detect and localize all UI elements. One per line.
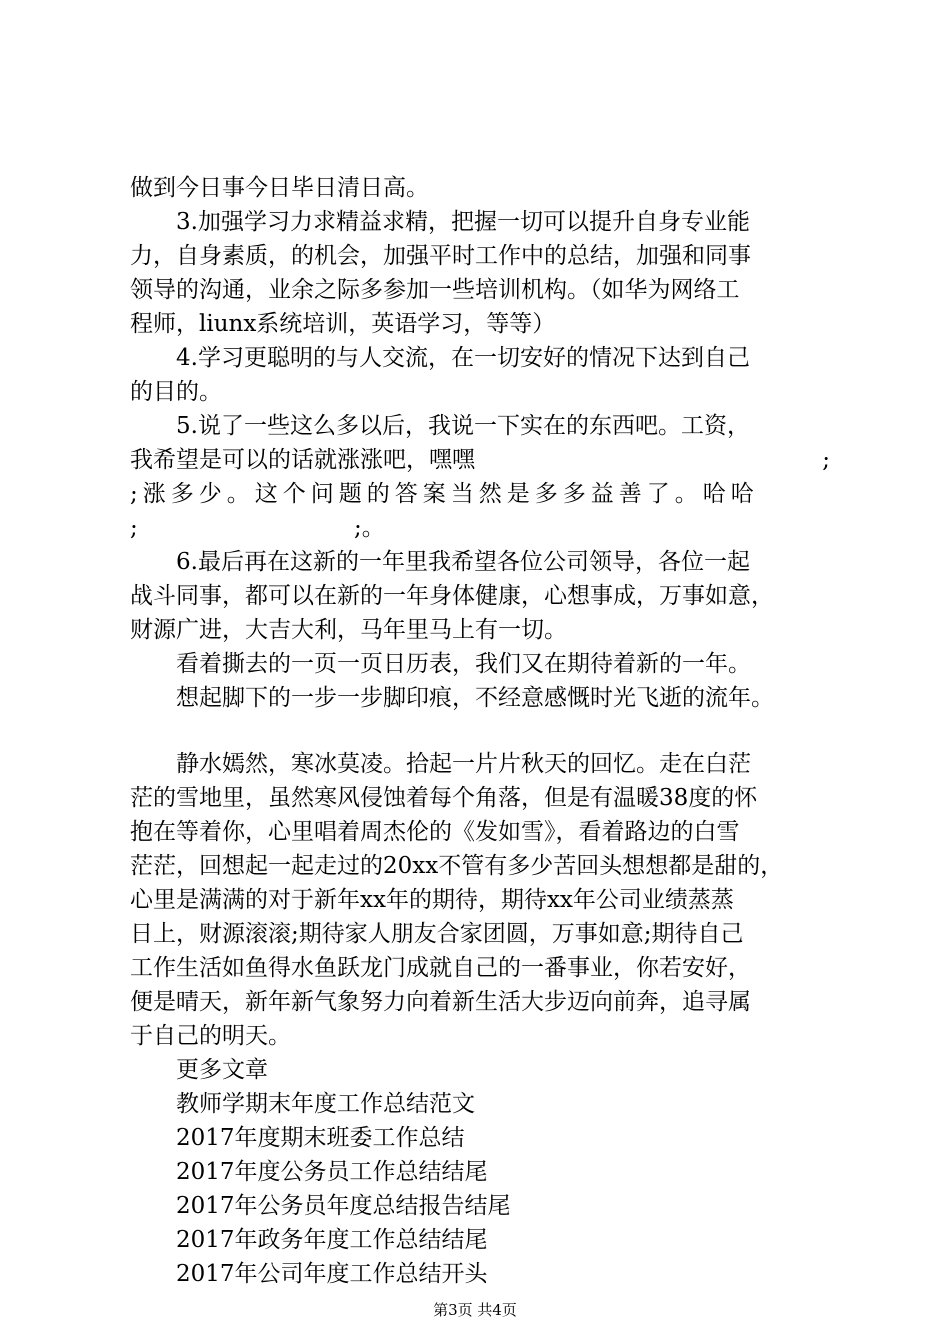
page-footer: 第3页 共4页 (433, 1301, 517, 1319)
paragraph-line: 财源广进，大吉大利，马年里马上有一切。 (130, 617, 567, 643)
paragraph-line: 战斗同事，都可以在新的一年身体健康，心想事成，万事如意， (130, 583, 774, 609)
paragraph-line: 3.加强学习力求精益求精，把握一切可以提升自身专业能 (176, 209, 750, 235)
paragraph-line: 茫的雪地里，虽然寒风侵蚀着每个角落，但是有温暖38度的怀 (130, 785, 758, 811)
paragraph-line: 日上，财源滚滚;期待家人朋友合家团圆，万事如意;期待自己 (130, 921, 744, 947)
paragraph-line: 领导的沟通，业余之际多参加一些培训机构。（如华为网络工 (130, 277, 740, 303)
paragraph-line: 便是晴天，新年新气象努力向着新生活大步迈向前奔，追寻属 (130, 989, 751, 1015)
paragraph-line: 看着撕去的一页一页日历表，我们又在期待着新的一年。 (176, 651, 751, 677)
more-article-link[interactable]: 2017年度公务员工作总结结尾 (176, 1159, 488, 1185)
paragraph-line: 力，自身素质，的机会，加强平时工作中的总结，加强和同事 (130, 243, 751, 269)
paragraph-line: 心里是满满的对于新年xx年的期待，期待xx年公司业绩蒸蒸 (130, 887, 734, 913)
more-article-link[interactable]: 2017年公司年度工作总结开头 (176, 1261, 488, 1287)
paragraph-line: 程师，liunx系统培训，英语学习，等等） (130, 311, 556, 337)
paragraph-line: ;涨多少。这个问题的答案当然是多多益善了。哈哈 (130, 481, 759, 507)
more-article-link[interactable]: 2017年公务员年度总结报告结尾 (176, 1193, 511, 1219)
paragraph-line: 做到今日事今日毕日清日高。 (130, 175, 429, 201)
line-segment: ; (822, 447, 830, 473)
more-articles-heading: 更多文章 (176, 1057, 268, 1083)
paragraph-line: 工作生活如鱼得水鱼跃龙门成就自己的一番事业，你若安好， (130, 955, 751, 981)
paragraph-line: 6.最后再在这新的一年里我希望各位公司领导，各位一起 (176, 549, 750, 575)
line-segment: 我希望是可以的话就涨涨吧，嘿嘿 (130, 447, 475, 473)
paragraph-line: 的目的。 (130, 379, 222, 405)
paragraph-line: ;。 (354, 515, 385, 541)
more-article-link[interactable]: 2017年度期末班委工作总结 (176, 1125, 465, 1151)
paragraph-line: 静水嫣然，寒冰莫凌。拾起一片片秋天的回忆。走在白茫 (176, 751, 751, 777)
paragraph-line: ; (130, 515, 138, 541)
more-article-link[interactable]: 2017年政务年度工作总结结尾 (176, 1227, 488, 1253)
more-article-link[interactable]: 教师学期末年度工作总结范文 (176, 1091, 475, 1117)
paragraph-line: 4.学习更聪明的与人交流，在一切安好的情况下达到自己 (176, 345, 750, 371)
paragraph-line: 茫茫，回想起一起走过的20xx不管有多少苦回头想想都是甜的， (130, 853, 784, 879)
paragraph-line: 想起脚下的一步一步脚印痕，不经意感慨时光飞逝的流年。 (176, 685, 774, 711)
paragraph-line: 抱在等着你，心里唱着周杰伦的《发如雪》，看着路边的白雪 (130, 819, 740, 845)
paragraph-line: 5.说了一些这么多以后，我说一下实在的东西吧。工资， (176, 413, 750, 439)
paragraph-line (130, 444, 830, 477)
paragraph-line: 于自己的明天。 (130, 1023, 291, 1049)
